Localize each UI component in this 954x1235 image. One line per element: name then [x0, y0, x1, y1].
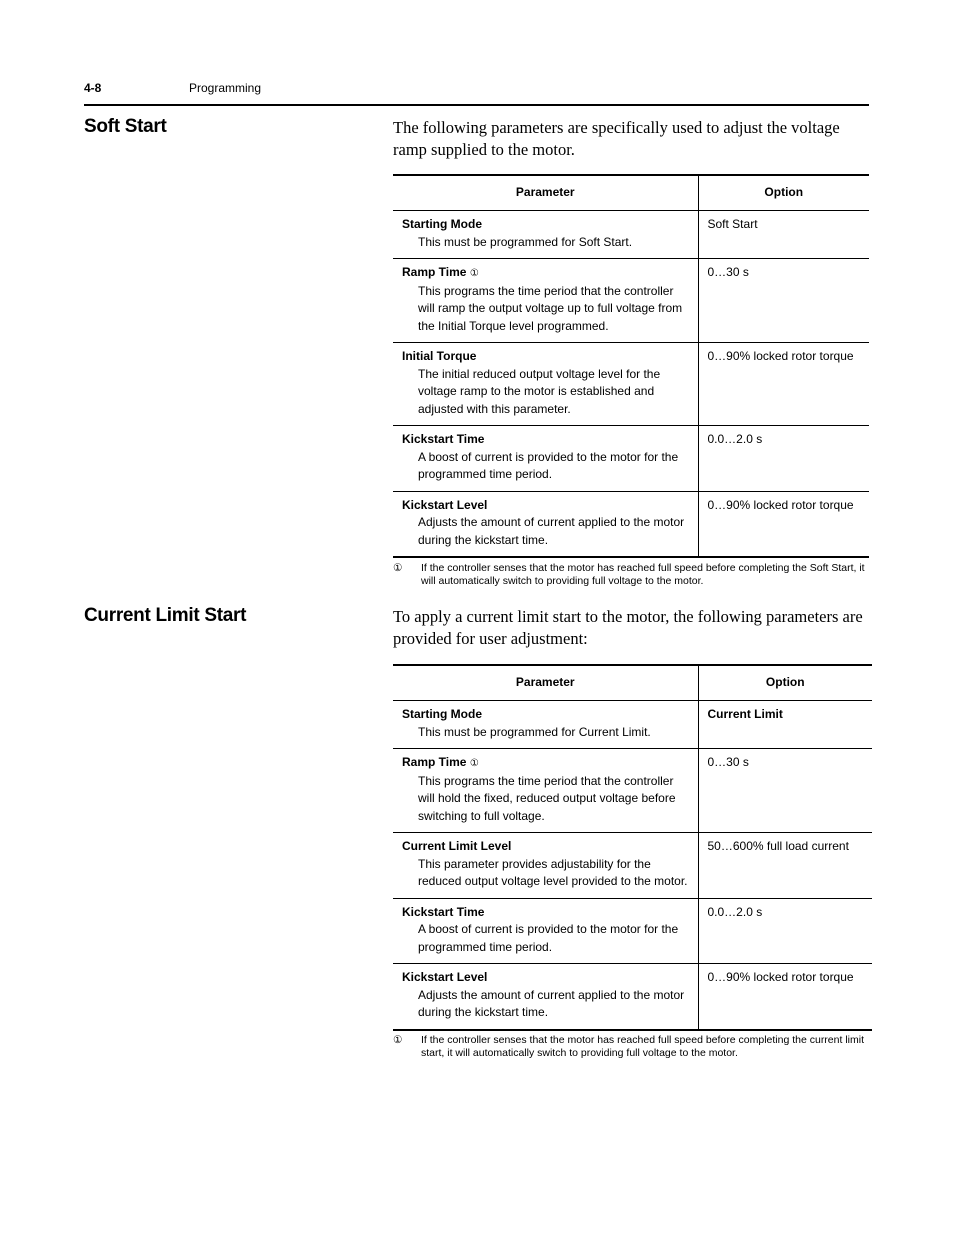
table-row — [393, 701, 872, 749]
parameter-name: Current Limit Level — [402, 839, 512, 853]
soft-start-intro: The following parameters are specifically used to adjust the voltage ramp supplied to the motor. — [393, 118, 840, 159]
parameter-cell — [393, 833, 698, 899]
table-header-row — [393, 665, 872, 701]
parameter-cell — [393, 898, 698, 964]
parameter-cell — [393, 491, 698, 557]
table-header-row — [393, 175, 869, 211]
table-row — [393, 343, 869, 426]
parameter-description: A boost of current is provided to the motor for the programmed time period. — [418, 922, 679, 954]
footnote-text: If the controller senses that the motor has reached full speed before completing the current limit start, it will automatically switch to providing full voltage to the motor. — [421, 1034, 864, 1059]
current-limit-footnote — [393, 1034, 868, 1060]
footnote-text: If the controller senses that the motor has reached full speed before completing the Soft Start, it will automatically switch to providing full voltage to the motor. — [421, 562, 865, 587]
option-cell: 0…30 s — [698, 749, 872, 833]
parameter-name: Kickstart Level — [402, 970, 488, 984]
table-row — [393, 898, 872, 964]
parameter-description: Adjusts the amount of current applied to the motor during the kickstart time. — [418, 987, 685, 1019]
parameter-name: Kickstart Level — [402, 497, 488, 512]
column-header-parameter: Parameter — [393, 665, 698, 701]
option-cell: 0.0…2.0 s — [698, 898, 872, 964]
current-limit-parameter-table — [393, 664, 872, 1031]
parameter-description: This programs the time period that the controller will ramp the output voltage up to full voltage from the Initial Torque level programmed. — [418, 283, 683, 333]
parameter-name: Starting Mode — [402, 217, 482, 231]
parameter-description: Adjusts the amount of current applied to the motor during the kickstart time. — [418, 515, 685, 547]
option-cell: 0…90% locked rotor torque — [698, 343, 869, 426]
parameter-cell — [393, 343, 698, 426]
table-row — [393, 749, 872, 833]
column-header-parameter: Parameter — [393, 175, 698, 211]
parameter-name: Starting Mode — [402, 707, 482, 721]
option-cell: 0.0…2.0 s — [698, 426, 869, 492]
footnote-reference: ① — [469, 268, 479, 279]
parameter-cell — [393, 426, 698, 492]
column-header-option: Option — [698, 175, 869, 211]
footnote-reference: ① — [469, 758, 479, 769]
parameter-name: Kickstart Time — [402, 432, 485, 446]
current-limit-intro: To apply a current limit start to the motor, the following parameters are provided for user adjustment: — [393, 607, 863, 648]
soft-start-footnote — [393, 562, 868, 588]
table-row — [393, 964, 872, 1030]
parameter-description: A boost of current is provided to the motor for the programmed time period. — [418, 449, 679, 481]
section-title-soft-start: Soft Start — [84, 116, 167, 137]
parameter-description: This must be programmed for Current Limit. — [418, 724, 651, 739]
parameter-cell — [393, 701, 698, 749]
parameter-description: The initial reduced output voltage level for the voltage ramp to the motor is established and adjusted with this parameter. — [418, 366, 661, 416]
parameter-description: This parameter provides adjustability for the reduced output voltage level provided to the motor. — [418, 856, 688, 888]
option-cell: 0…30 s — [698, 259, 869, 343]
section-title-current-limit-start: Current Limit Start — [84, 605, 247, 626]
parameter-name: Ramp Time — [402, 265, 467, 279]
parameter-name: Initial Torque — [402, 349, 477, 363]
parameter-cell — [393, 749, 698, 833]
table-row — [393, 491, 869, 557]
parameter-name: Kickstart Time — [402, 904, 485, 919]
option-cell: 0…90% locked rotor torque — [698, 964, 872, 1030]
page-header — [84, 80, 869, 106]
table-row — [393, 833, 872, 899]
chapter-title: Programming — [189, 81, 262, 95]
footnote-marker: ① — [393, 562, 403, 574]
parameter-cell — [393, 259, 698, 343]
option-cell: 0…90% locked rotor torque — [698, 491, 869, 557]
option-cell: Current Limit — [698, 701, 872, 749]
option-cell: 50…600% full load current — [698, 833, 872, 899]
table-row — [393, 259, 869, 343]
footnote-marker: ① — [393, 1034, 403, 1046]
column-header-option: Option — [698, 665, 872, 701]
table-row — [393, 426, 869, 492]
parameter-cell — [393, 211, 698, 259]
parameter-description: This must be programmed for Soft Start. — [418, 234, 633, 249]
parameter-name: Ramp Time — [402, 755, 467, 769]
soft-start-parameter-table — [393, 174, 869, 558]
option-cell: Soft Start — [698, 211, 869, 259]
parameter-description: This programs the time period that the controller will hold the fixed, reduced output voltage before switching to full voltage. — [418, 773, 676, 823]
table-row — [393, 211, 869, 259]
page-number: 4-8 — [84, 81, 102, 95]
parameter-cell — [393, 964, 698, 1030]
